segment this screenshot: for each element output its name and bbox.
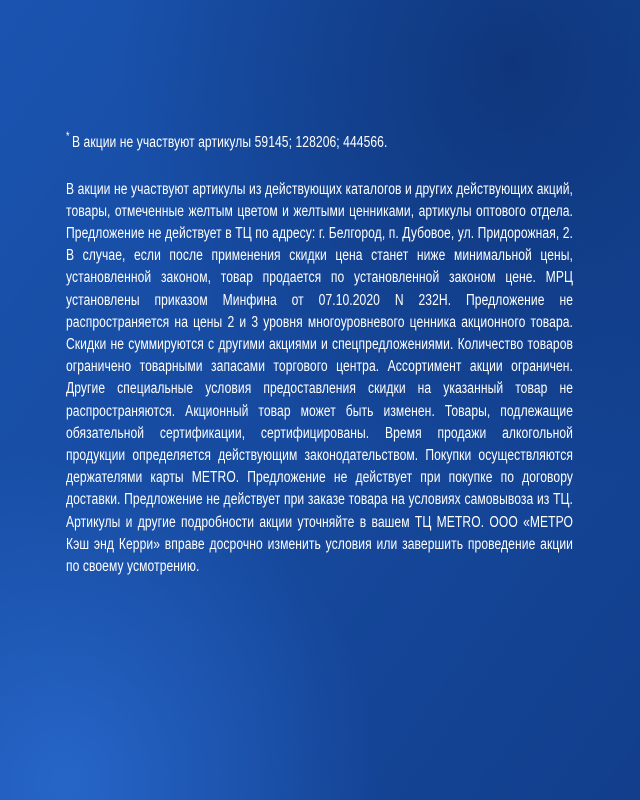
footnote-asterisk-marker: * bbox=[66, 130, 70, 144]
footnote-text: В акции не участвуют артикулы 59145; 128206; 444566. bbox=[71, 133, 388, 151]
disclaimer-body-text: В акции не участвуют артикулы из действующих каталогов и других действующих акций, товары, отмеченные желтым цветом и желтыми ценниками, артикулы оптового отдела. Предложение не действует в ТЦ по адресу: г. Белгород, п. Дубовое, ул. Придорожная, 2. В случае, если после применения скидки цена станет ниже минимальной цены, установленной законом, товар продается по установленной законом цене. МРЦ установлены приказом Минфина от 07.10.2020 N 232Н. Предложение не распространяется на цены 2 и 3 уровня многоуровневого ценника акционного товара. Скидки не суммируются с другими акциями и спецпредложениями. Количество товаров ограничено товарными запасами торгового центра. Ассортимент акции ограничен. Другие специальные условия предоставления скидки на указанный товар не распространяются. Акционный товар может быть изменен. Товары, подлежащие обязательной сертификации, сертифицированы. Время продажи алкогольной продукции определяется действующим законодательством. Покупки осуществляются держателями карты METRO. Предложение не действует при покупке по договору доставки. Предложение не действует при заказе товара на условиях самовывоза из ТЦ. Артикулы и другие подробности акции уточняйте в вашем ТЦ METRO. ООО «МЕТРО Кэш энд Керри» вправе досрочно изменить условия или завершить проведение акции по своему усмотрению. bbox=[66, 180, 573, 575]
disclaimer-footnote bbox=[66, 130, 573, 153]
